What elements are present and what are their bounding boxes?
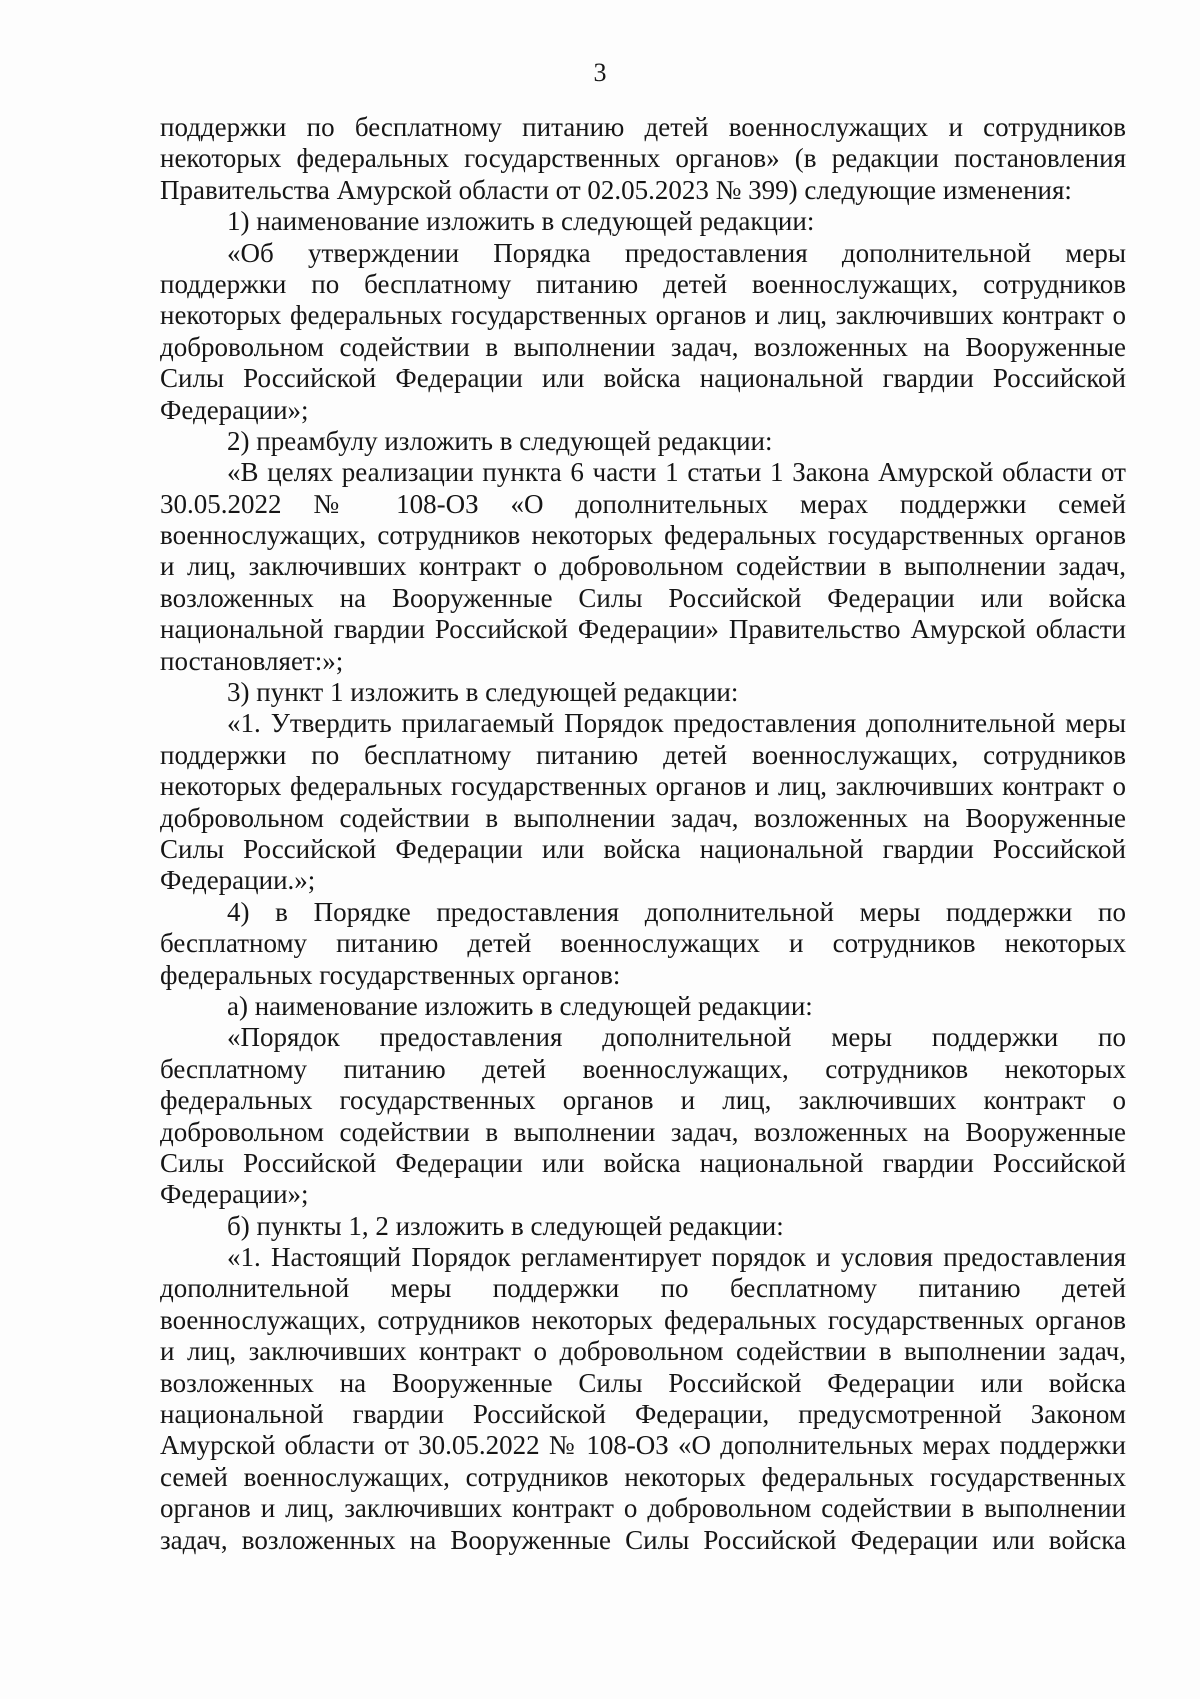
text-line: федеральных государственных органов: — [160, 959, 621, 990]
text-line: 30.05.2022 № 108-ОЗ «О дополнительных мерах поддержки семей — [160, 488, 1126, 519]
text-line: и лиц, заключивших контракт о добровольном содействии в выполнении задач, — [160, 551, 1126, 582]
text-line: семей военнослужащих, сотрудников некоторых федеральных государственных — [160, 1461, 1126, 1492]
text-line: органов и лиц, заключивших контракт о добровольном содействии в выполнении — [160, 1493, 1126, 1524]
text-line: возложенных на Вооруженные Силы Российской Федерации или войска — [160, 1367, 1126, 1398]
text-line: некоторых федеральных государственных органов и лиц, заключивших контракт о — [160, 771, 1126, 802]
page-number: 3 — [593, 58, 607, 87]
text-line: Силы Российской Федерации или войска национальной гвардии Российской — [160, 363, 1126, 394]
text-line: национальной гвардии Российской Федерации, предусмотренной Законом — [160, 1399, 1126, 1430]
text-line: добровольном содействии в выполнении задач, возложенных на Вооруженные — [160, 1116, 1126, 1147]
text-line: Силы Российской Федерации или войска национальной гвардии Российской — [160, 833, 1126, 864]
text-line: федеральных государственных органов и лиц, заключивших контракт о — [160, 1085, 1126, 1116]
text-line: национальной гвардии Российской Федерации» Правительство Амурской области — [160, 614, 1126, 645]
text-line: некоторых федеральных государственных органов и лиц, заключивших контракт о — [160, 300, 1126, 331]
text-line: «1. Утвердить прилагаемый Порядок предоставления дополнительной меры — [227, 708, 1126, 739]
text-line: поддержки по бесплатному питанию детей военнослужащих, сотрудников — [160, 739, 1126, 770]
text-line: и лиц, заключивших контракт о добровольном содействии в выполнении задач, — [160, 1336, 1126, 1367]
text-line: добровольном содействии в выполнении задач, возложенных на Вооруженные — [160, 331, 1126, 362]
text-line: «1. Настоящий Порядок регламентирует порядок и условия предоставления — [227, 1242, 1126, 1273]
text-line: некоторых федеральных государственных органов» (в редакции постановления — [160, 143, 1126, 174]
text-line: 3) пункт 1 изложить в следующей редакции: — [227, 677, 739, 708]
text-line: постановляет:»; — [160, 645, 344, 676]
text-line: 1) наименование изложить в следующей редакции: — [227, 206, 815, 237]
text-line: бесплатному питанию детей военнослужащих и сотрудников некоторых — [160, 928, 1126, 959]
document-body — [160, 112, 1126, 1556]
text-line: «В целях реализации пункта 6 части 1 статьи 1 Закона Амурской области от — [227, 457, 1126, 488]
text-line: б) пункты 1, 2 изложить в следующей редакции: — [227, 1210, 784, 1241]
text-line: дополнительной меры поддержки по бесплатному питанию детей — [160, 1273, 1126, 1304]
text-line: а) наименование изложить в следующей редакции: — [227, 990, 813, 1021]
text-line: «Об утверждении Порядка предоставления дополнительной меры — [227, 237, 1126, 268]
text-line: военнослужащих, сотрудников некоторых федеральных государственных органов — [160, 520, 1126, 551]
text-line: Федерации»; — [160, 1179, 309, 1210]
text-line: задач, возложенных на Вооруженные Силы Российской Федерации или войска — [160, 1524, 1126, 1555]
text-line: возложенных на Вооруженные Силы Российской Федерации или войска — [160, 582, 1126, 613]
text-line: Федерации»; — [160, 394, 309, 425]
text-line: «Порядок предоставления дополнительной меры поддержки по — [227, 1022, 1126, 1053]
text-line: Правительства Амурской области от 02.05.2023 № 399) следующие изменения: — [160, 174, 1072, 205]
text-line: Федерации.»; — [160, 865, 316, 896]
text-line: 2) преамбулу изложить в следующей редакции: — [227, 425, 773, 456]
text-line: бесплатному питанию детей военнослужащих, сотрудников некоторых — [160, 1053, 1126, 1084]
text-line: Силы Российской Федерации или войска национальной гвардии Российской — [160, 1147, 1126, 1178]
text-line: поддержки по бесплатному питанию детей военнослужащих, сотрудников — [160, 268, 1126, 299]
text-line: 4) в Порядке предоставления дополнительной меры поддержки по — [227, 896, 1126, 927]
text-line: добровольном содействии в выполнении задач, возложенных на Вооруженные — [160, 802, 1126, 833]
text-line: Амурской области от 30.05.2022 № 108-ОЗ «О дополнительных мерах поддержки — [160, 1430, 1126, 1461]
text-line: военнослужащих, сотрудников некоторых федеральных государственных органов — [160, 1304, 1126, 1335]
text-line: поддержки по бесплатному питанию детей военнослужащих и сотрудников — [160, 112, 1126, 142]
